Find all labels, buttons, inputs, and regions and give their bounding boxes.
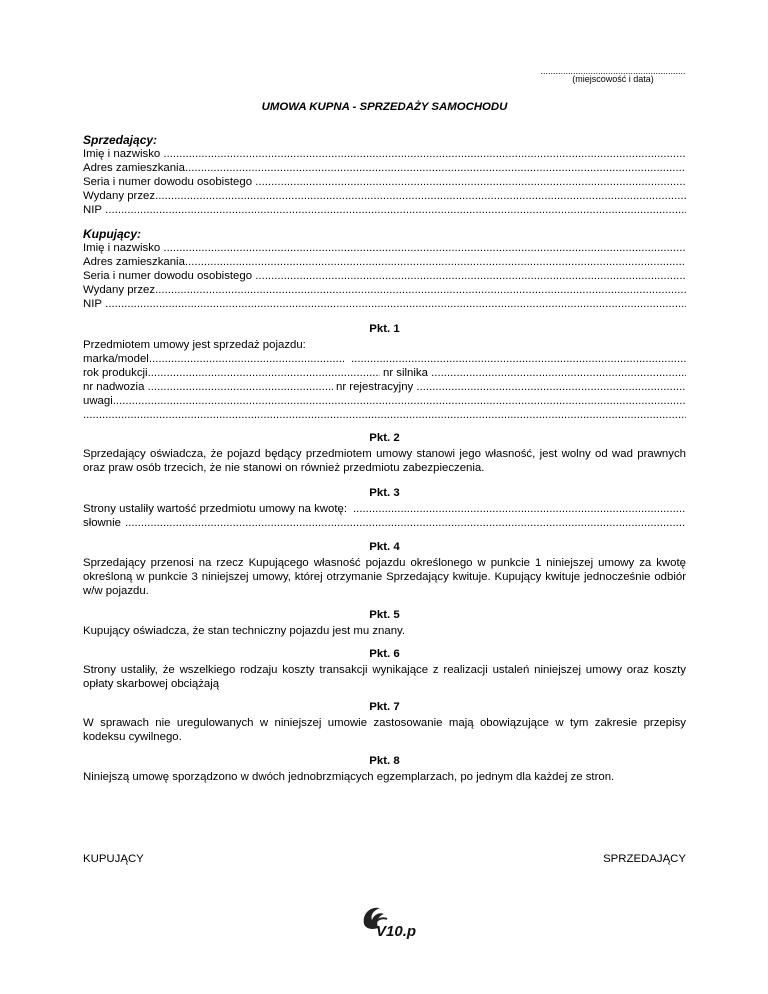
- document-title: UMOWA KUPNA - SPRZEDAŻY SAMOCHODU: [261, 101, 508, 113]
- v10-logo-text: V10.pl: [376, 923, 416, 940]
- buyer-name-line: [83, 241, 686, 255]
- vehicle-model-line: [83, 352, 686, 366]
- price-words-line: [83, 516, 686, 530]
- vehicle-notes-line-2: [83, 408, 686, 422]
- seller-heading: Sprzedający:: [83, 133, 158, 147]
- field-label: Wydany przez: [83, 190, 156, 202]
- field-label: uwagi: [83, 395, 113, 407]
- field-label: nr rejestracyjny: [336, 381, 414, 393]
- pkt1-section: [83, 322, 686, 422]
- vehicle-notes-line: [83, 394, 686, 408]
- price-line: [83, 502, 686, 516]
- buyer-id-line: [83, 269, 686, 283]
- pkt6-heading: Pkt. 6: [369, 648, 400, 660]
- seller-section: [83, 133, 686, 217]
- place-date-line: ..........................................................: [540, 68, 686, 74]
- field-label: Seria i numer dowodu osobistego: [83, 176, 253, 188]
- field-label: marka/model: [83, 353, 149, 365]
- v10-logo-icon: [360, 902, 416, 942]
- field-label: Seria i numer dowodu osobistego: [83, 270, 253, 282]
- place-date-label: (miejscowość i data): [572, 74, 654, 84]
- vehicle-year-engine-line: [83, 366, 686, 380]
- pkt6-section: [83, 647, 686, 691]
- pkt1-intro: Przedmiotem umowy jest sprzedaż pojazdu:: [83, 339, 306, 351]
- pkt6-text: Strony ustaliły, że wszelkiego rodzaju koszty transakcji wynikające z realizacji ustaleń niniejszej umowy oraz koszty opłaty skarbowej obciążają: [83, 664, 686, 690]
- vehicle-vin-registration-line: [83, 380, 686, 394]
- pkt5-section: [83, 608, 686, 638]
- pkt7-heading: Pkt. 7: [369, 701, 400, 713]
- pkt4-section: [83, 540, 686, 598]
- field-label: NIP: [83, 204, 102, 216]
- pkt5-heading: Pkt. 5: [369, 609, 400, 621]
- buyer-section: [83, 227, 686, 311]
- pkt8-text: Niniejszą umowę sporządzono w dwóch jednobrzmiących egzemplarzach, po jednym dla każdej ze stron.: [83, 771, 615, 783]
- field-label: Imię i nazwisko: [83, 148, 161, 160]
- pkt3-section: [83, 486, 686, 530]
- field-label: Wydany przez: [83, 284, 156, 296]
- buyer-address-line: [83, 255, 686, 269]
- pkt4-heading: Pkt. 4: [369, 541, 400, 553]
- seller-id-line: [83, 175, 686, 189]
- field-label: nr silnika: [383, 367, 428, 379]
- pkt1-heading: Pkt. 1: [369, 323, 400, 335]
- buyer-signature-label: KUPUJĄCY: [83, 853, 144, 865]
- pkt4-text: Sprzedający przenosi na rzecz Kupującego własność pojazdu określonego w punkcie 1 niniejszej umowy za kwotę określoną w punkcie 3 niniejszej umowy, której otrzymanie Sprzedający kwituje. Kupujący kwituje jednocześnie odbiór w/w pojazdu.: [83, 557, 686, 597]
- field-label: słownie: [83, 517, 121, 529]
- place-date: [540, 68, 686, 84]
- buyer-nip-line: [83, 297, 686, 311]
- pkt8-section: [83, 754, 686, 784]
- pkt7-text: W sprawach nie uregulowanych w niniejszej umowie zastosowanie mają obowiązujące w tym zakresie przepisy kodeksu cywilnego.: [83, 717, 686, 743]
- seller-issued-line: [83, 189, 686, 203]
- buyer-issued-line: [83, 283, 686, 297]
- pkt3-heading: Pkt. 3: [369, 487, 400, 499]
- seller-name-line: [83, 147, 686, 161]
- field-label: Strony ustaliły wartość przedmiotu umowy na kwotę:: [83, 503, 347, 515]
- field-label: NIP: [83, 298, 102, 310]
- field-label: Adres zamieszkania: [83, 162, 185, 174]
- field-label: rok produkcji: [83, 367, 148, 379]
- pkt2-section: [83, 431, 686, 475]
- seller-address-line: [83, 161, 686, 175]
- pkt2-heading: Pkt. 2: [369, 432, 400, 444]
- v10-logo: [360, 902, 416, 942]
- seller-signature-label: SPRZEDAJĄCY: [603, 853, 686, 865]
- field-label: Adres zamieszkania: [83, 256, 185, 268]
- field-label: Imię i nazwisko: [83, 242, 161, 254]
- pkt8-heading: Pkt. 8: [369, 755, 400, 767]
- pkt7-section: [83, 700, 686, 744]
- field-label: nr nadwozia: [83, 381, 145, 393]
- pkt2-text: Sprzedający oświadcza, że pojazd będący przedmiotem umowy stanowi jego własność, jest wolny od wad prawnych oraz praw osób trzecich, że nie stanowi on również przedmiotu zabezpieczenia.: [83, 448, 686, 474]
- seller-nip-line: [83, 203, 686, 217]
- pkt5-text: Kupujący oświadcza, że stan techniczny pojazdu jest mu znany.: [83, 625, 406, 637]
- buyer-heading: Kupujący:: [83, 227, 142, 241]
